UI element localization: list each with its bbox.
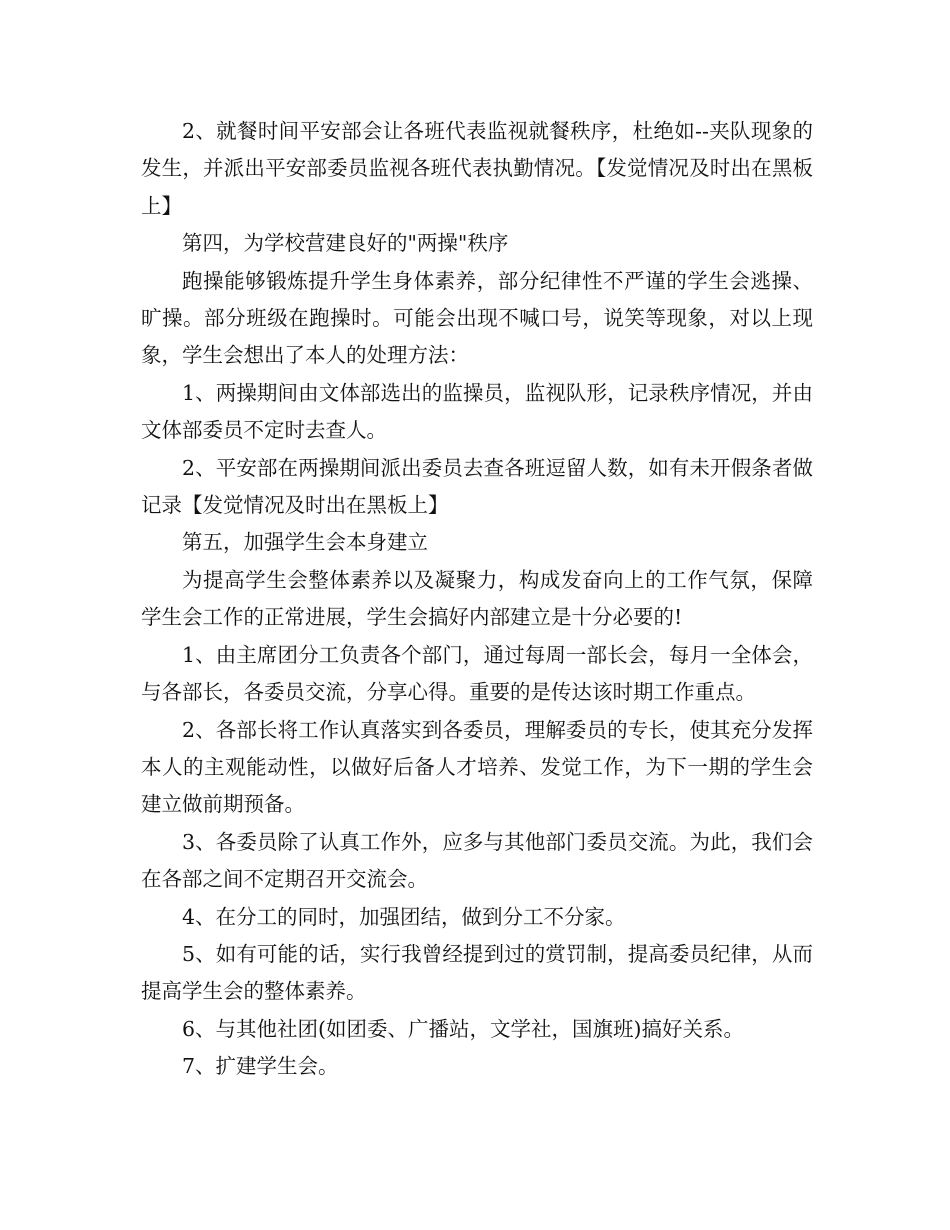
section-heading-five: 第五，加强学生会本身建立 bbox=[182, 530, 428, 555]
paragraph-exercise-item-2: 2、平安部在两操期间派出委员去查各班逗留人数，如有未开假条者做记录【发觉情况及时出在黑板上】 bbox=[141, 455, 813, 518]
paragraph-council-item-6: 6、与其他社团(如团委、广播站，文学社，国旗班)搞好关系。 bbox=[182, 1016, 745, 1041]
document-page bbox=[141, 113, 813, 1086]
paragraph-council-item-2: 2、各部长将工作认真落实到各委员，理解委员的专长，使其充分发挥本人的主观能动性，以做好后备人才培养、发觉工作，为下一期的学生会建立做前期预备。 bbox=[141, 717, 813, 817]
section-heading-four: 第四，为学校营建良好的"两操"秩序 bbox=[182, 231, 509, 256]
paragraph-exercise-intro: 跑操能够锻炼提升学生身体素养，部分纪律性不严谨的学生会逃操、旷操。部分班级在跑操时。可能会出现不喊口号，说笑等现象，对以上现象，学生会想出了本人的处理方法： bbox=[141, 268, 813, 368]
paragraph-exercise-item-1: 1、两操期间由文体部选出的监操员，监视队形，记录秩序情况，并由文体部委员不定时去查人。 bbox=[141, 380, 813, 443]
paragraph-council-intro: 为提高学生会整体素养以及凝聚力，构成发奋向上的工作气氛，保障学生会工作的正常进展，学生会搞好内部建立是十分必要的! bbox=[141, 567, 813, 630]
paragraph-council-item-5: 5、如有可能的话，实行我曾经提到过的赏罚制，提高委员纪律，从而提高学生会的整体素养。 bbox=[141, 941, 813, 1004]
paragraph-council-item-3: 3、各委员除了认真工作外，应多与其他部门委员交流。为此，我们会在各部之间不定期召开交流会。 bbox=[141, 829, 813, 892]
paragraph-council-item-1: 1、由主席团分工负责各个部门，通过每周一部长会，每月一全体会，与各部长，各委员交流，分享心得。重要的是传达该时期工作重点。 bbox=[141, 642, 813, 705]
paragraph-council-item-4: 4、在分工的同时，加强团结，做到分工不分家。 bbox=[182, 904, 626, 929]
paragraph-dining-order: 2、就餐时间平安部会让各班代表监视就餐秩序，杜绝如--夹队现象的发生，并派出平安部委员监视各班代表执勤情况。【发觉情况及时出在黑板上】 bbox=[141, 119, 813, 218]
paragraph-council-item-7: 7、扩建学生会。 bbox=[182, 1054, 339, 1079]
